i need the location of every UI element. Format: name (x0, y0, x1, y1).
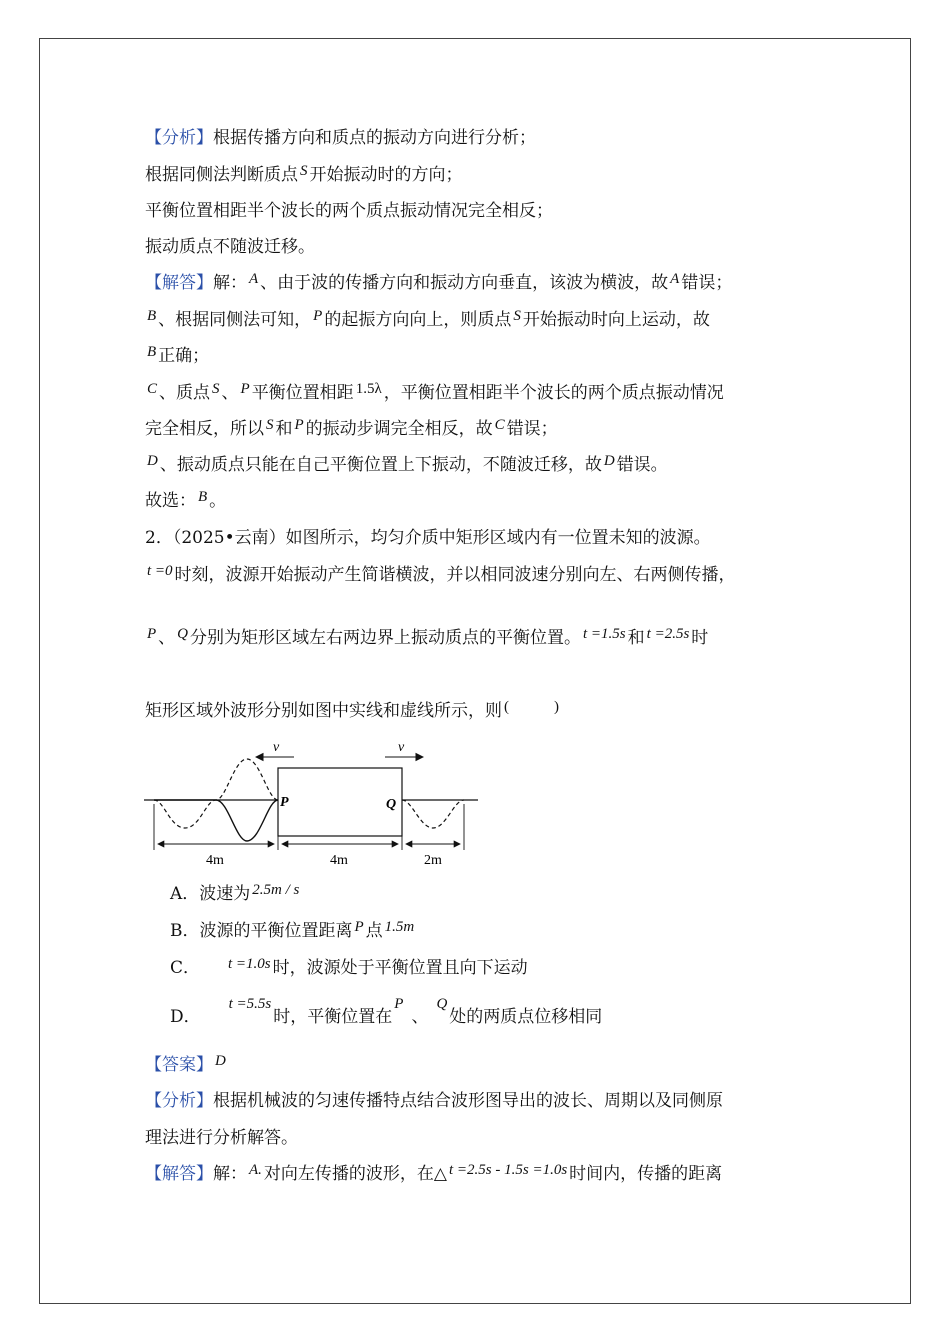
analysis-line-1: 【分析】根据传播方向和质点的振动方向进行分析； (145, 128, 536, 148)
analysis2-line-1: 【分析】根据机械波的匀速传播特点结合波形图导出的波长、周期以及同侧原 (145, 1091, 723, 1111)
option-a: A．波速为 2.5m / s (170, 882, 300, 904)
dim-4m-middle: 4m (330, 853, 348, 868)
choose-line: 故选： B 。 (145, 489, 227, 511)
option-d: D．t =5.5s时，平衡位置在P、Q处的两质点位移相同 (170, 996, 603, 1027)
solution-line-b: B 、根据同侧法可知， P 的起振方向向上，则质点 S 开始振动时向上运动，故 (147, 308, 710, 330)
solution2-line: 【解答】解： A. 对向左传播的波形，在△ t =2.5s - 1.5s =1.0s 时间内，传播的距离 (145, 1162, 723, 1184)
analysis-line-4: 振动质点不随波迁移。 (145, 237, 315, 257)
solution-line-c2: 完全相反，所以 S 和 P 的振动步调完全相反，故 C 错误； (145, 417, 558, 439)
option-c: C． t =1.0s 时，波源处于平衡位置且向下运动 (170, 956, 528, 978)
answer-line (145, 1054, 228, 1077)
question-2-line-4: 矩形区域外波形分别如图中实线和虚线所示，则 ( ) (145, 699, 559, 721)
solution-line-b2: B 正确； (147, 344, 210, 366)
p-label: P (280, 795, 289, 810)
question-2-line-2: t =0 时刻，波源开始振动产生简谐横波，并以相同波速分别向左、右两侧传播， (147, 563, 736, 585)
question-2-line-3: P 、 Q 分别为矩形区域左右两边界上振动质点的平衡位置。 t =1.5s 和 t =2.5s 时 (147, 626, 709, 648)
analysis-tag: 【分析】 (145, 128, 213, 148)
dashed-wave-left (154, 759, 278, 828)
page-border (39, 38, 911, 1304)
analysis-line-3: 平衡位置相距半个波长的两个质点振动情况完全相反； (145, 201, 553, 221)
answer-tag: 【答案】 (145, 1055, 213, 1075)
dim-4m-left: 4m (206, 853, 224, 868)
analysis-line-2: 根据同侧法判断质点 S 开始振动时的方向； (145, 163, 463, 185)
solution-line-a: 【解答】解： A 、由于波的传播方向和振动方向垂直，该波为横波，故 A 错误； (145, 271, 733, 293)
source-rectangle (278, 768, 402, 836)
wave-figure (140, 736, 485, 871)
solution-tag: 【解答】 (145, 273, 213, 293)
solution-line-c: C 、质点 S 、 P 平衡位置相距 1.5λ ，平衡位置相距半个波长的两个质点振动情况 (147, 381, 724, 403)
v-left-label: v (273, 740, 280, 755)
question-2-line-1: 2．（2025•云南）如图所示，均匀介质中矩形区域内有一位置未知的波源。 (145, 528, 711, 548)
option-b: B．波源的平衡位置距离 P 点 1.5m (170, 919, 415, 941)
analysis2-line-2: 理法进行分析解答。 (145, 1128, 298, 1148)
q-label: Q (386, 797, 397, 812)
answer-value: D (215, 1053, 226, 1069)
dashed-wave-right (402, 800, 464, 828)
dim-2m-right: 2m (424, 853, 442, 868)
v-right-label: v (398, 740, 405, 755)
solution-line-d: D 、振动质点只能在自己平衡位置上下振动，不随波迁移，故 D 错误。 (147, 453, 668, 475)
